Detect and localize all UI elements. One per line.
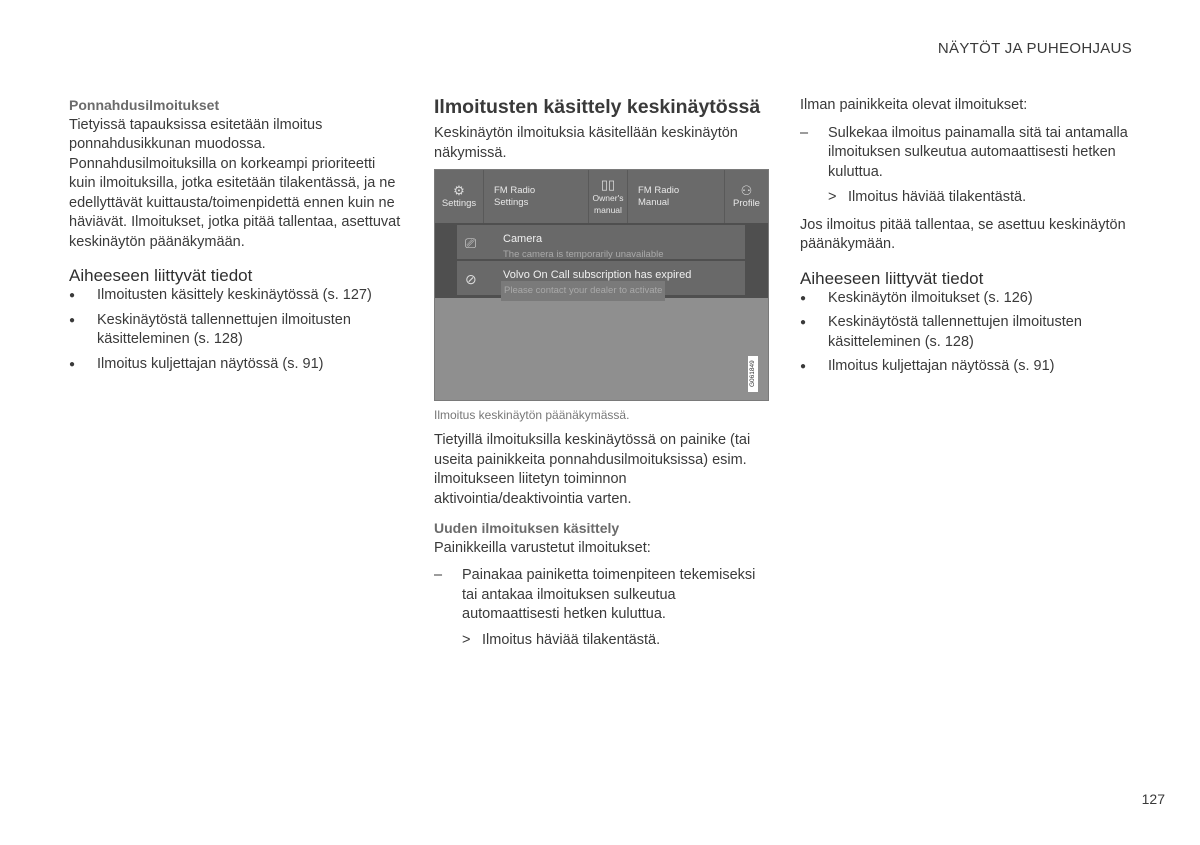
tile-label: FM Radio bbox=[638, 184, 680, 196]
camera-icon: ⎚ bbox=[465, 235, 477, 251]
tile-label: Profile bbox=[733, 197, 760, 209]
display-top-bar bbox=[435, 170, 768, 223]
column-left bbox=[69, 96, 404, 379]
notification-subtitle: The camera is temporarily unavailable bbox=[503, 249, 664, 260]
volvo-icon: ⊘ bbox=[465, 271, 477, 287]
dash-step: – Painakaa painiketta toimenpiteen tekemiseksi tai antakaa ilmoituksen sulkeutua automaattisesti hetken kuluttua. bbox=[434, 566, 769, 625]
tile-label: Settings bbox=[494, 196, 529, 208]
sub-intro: Painikkeilla varustetut ilmoitukset: bbox=[434, 539, 651, 556]
tile-label: manual bbox=[594, 204, 622, 215]
column-middle bbox=[434, 96, 769, 650]
page-number: 127 bbox=[1141, 791, 1165, 807]
notification-area bbox=[435, 223, 768, 298]
related-link[interactable]: ● Keskinäytöstä tallennettujen ilmoitusten käsitteleminen (s. 128) bbox=[69, 311, 404, 350]
tile-label: Owner's bbox=[592, 192, 624, 203]
notification-volvo-on-call bbox=[457, 261, 745, 295]
related-list bbox=[69, 286, 404, 374]
related-heading: Aiheeseen liittyvät tiedot bbox=[69, 266, 253, 285]
notification-title: Volvo On Call subscription has expired bbox=[503, 269, 692, 281]
profile-icon: ⚇ bbox=[740, 182, 753, 198]
main-heading: Ilmoitusten käsittely keskinäytössä bbox=[434, 96, 761, 118]
related-link[interactable]: ● Ilmoitus kuljettajan näytössä (s. 91) bbox=[69, 355, 404, 375]
dash-step: – Sulkekaa ilmoitus painamalla sitä tai antamalla ilmoituksen sulkeutua automaattisesti hetken kuluttua. bbox=[800, 124, 1130, 183]
step-result: > Ilmoitus häviää tilakentästä. bbox=[434, 631, 769, 651]
step-result: > Ilmoitus häviää tilakentästä. bbox=[800, 188, 1130, 208]
column-right bbox=[800, 96, 1130, 382]
book-icon: ▯▯ bbox=[600, 176, 616, 192]
tile-profile bbox=[725, 170, 768, 223]
tile-owners-manual bbox=[589, 170, 628, 223]
popup-paragraph: Tietyissä tapauksissa esitetään ilmoitus ponnahdusikkunan muodossa. Ponnahdusilmoituksilla on korkeampi prioriteetti kuin ilmoituksilla, jotka esitetään tilakentässä, ja ne edellyttävät kuittausta/toimenpidettä ennen kuin ne häviävät. Ilmoitukset, jotka pitää tallentaa, asettuvat keskinäytön päänäkymään. bbox=[69, 116, 401, 250]
save-paragraph: Jos ilmoitus pitää tallentaa, se asettuu keskinäytön päänäkymään. bbox=[800, 216, 1126, 252]
section-header: NÄYTÖT JA PUHEOHJAUS bbox=[937, 40, 1132, 57]
related-heading: Aiheeseen liittyvät tiedot bbox=[800, 268, 984, 288]
subheading-popups: Ponnahdusilmoitukset bbox=[69, 97, 220, 113]
related-link[interactable]: ● Keskinäytön ilmoitukset (s. 126) bbox=[800, 289, 1130, 309]
tile-fm-radio-settings bbox=[484, 170, 589, 223]
related-link[interactable]: ● Ilmoitus kuljettajan näytössä (s. 91) bbox=[800, 357, 1130, 377]
tile-fm-radio-manual bbox=[628, 170, 725, 223]
tile-label: FM Radio bbox=[494, 184, 536, 196]
buttons-paragraph: Tietyillä ilmoituksilla keskinäytössä on painike (tai useita painikkeita ponnahdusilmoituksissa) esim. ilmoitukseen liitetyn toiminnon aktivointia/deaktivointia varten. bbox=[434, 432, 751, 507]
notification-camera bbox=[457, 225, 745, 259]
notification-title: Camera bbox=[503, 233, 543, 245]
subheading-new-notification: Uuden ilmoituksen käsittely bbox=[434, 520, 620, 536]
center-display-illustration bbox=[434, 169, 769, 401]
tile-label: Manual bbox=[638, 196, 670, 208]
intro-text: Keskinäytön ilmoituksia käsitellään keskinäytön näkymissä. bbox=[434, 125, 738, 161]
related-link[interactable]: ● Ilmoitusten käsittely keskinäytössä (s. 127) bbox=[69, 286, 404, 306]
related-link[interactable]: ● Keskinäytöstä tallennettujen ilmoitusten käsitteleminen (s. 128) bbox=[800, 313, 1130, 352]
tile-label: Settings bbox=[441, 197, 477, 209]
tile-settings bbox=[435, 170, 484, 223]
notification-subtitle: Please contact your dealer to activate bbox=[501, 281, 665, 301]
figure-caption: Ilmoitus keskinäytön päänäkymässä. bbox=[434, 408, 630, 422]
related-list bbox=[800, 289, 1130, 377]
image-code-label: G061849 bbox=[748, 356, 758, 392]
intro-no-buttons: Ilman painikkeita olevat ilmoitukset: bbox=[800, 97, 1028, 113]
gear-icon: ⚙ bbox=[453, 182, 465, 198]
